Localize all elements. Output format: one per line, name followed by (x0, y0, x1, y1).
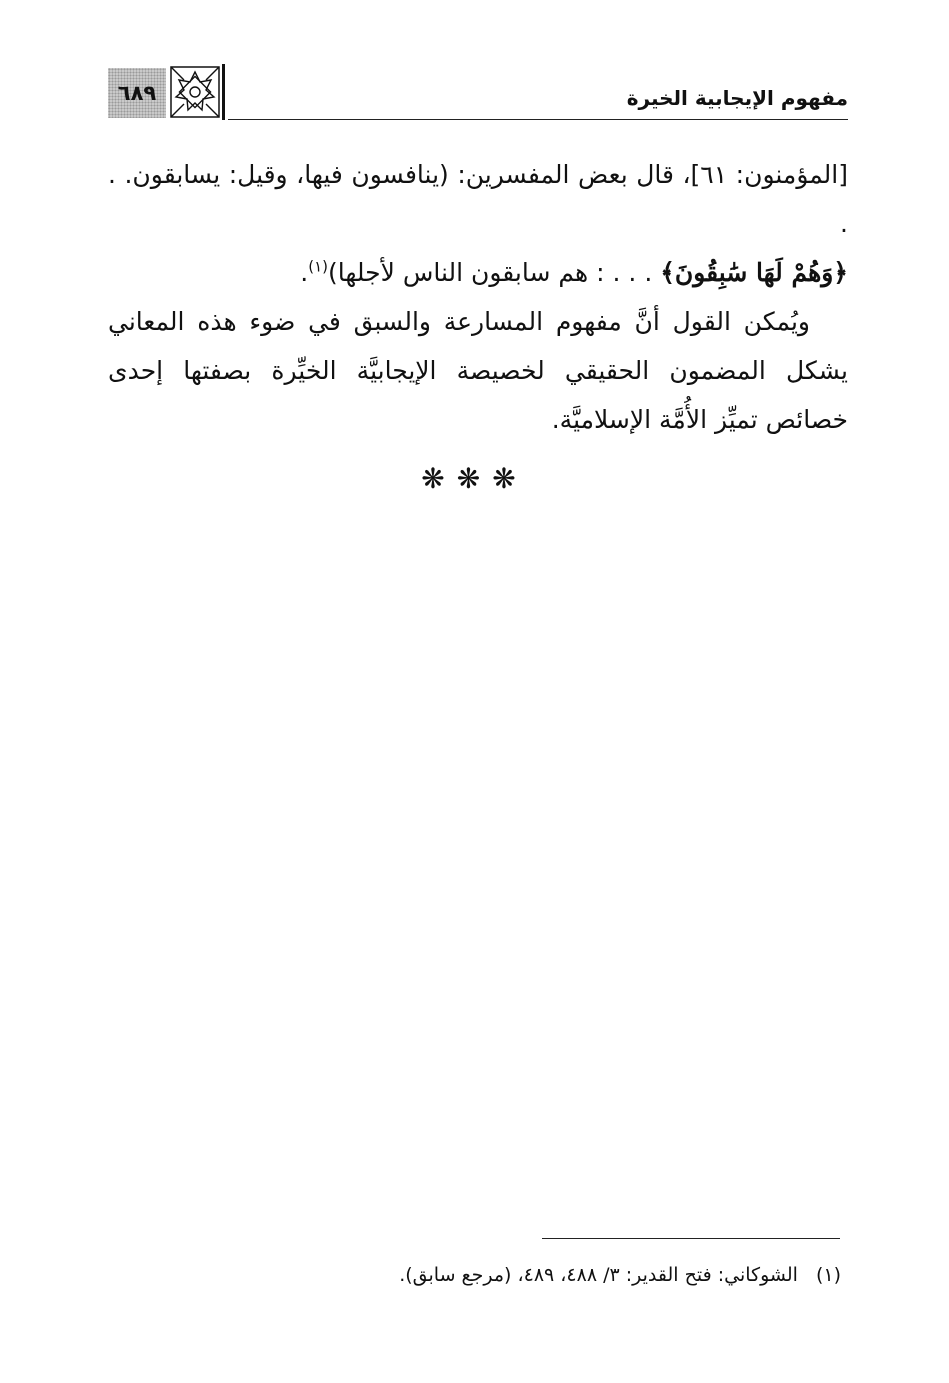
body-text (108, 150, 848, 444)
header-rule (228, 119, 848, 120)
footnote-reference[interactable]: (١) (308, 257, 328, 276)
footnote-text: الشوكاني: فتح القدير: ٣/ ٤٨٨، ٤٨٩، (مرجع سابق). (399, 1264, 798, 1286)
page-header (108, 64, 848, 124)
body-line-2-text: . . . : هم سابقون الناس لأجلها) (327, 258, 661, 287)
section-separator-asterisks: ❋❋❋ (421, 462, 528, 495)
ornament-divider-bar (222, 64, 225, 120)
quran-verse-fragment: ﴿وَهُمْ لَهَا سَٰبِقُونَ﴾ (660, 258, 848, 287)
footnote-rule (542, 1238, 840, 1239)
body-line-1 (108, 150, 848, 248)
footnote-1 (399, 1264, 841, 1286)
geometric-star-ornament-icon (170, 66, 220, 118)
footnote-number: (١) (815, 1264, 841, 1286)
page-number: ٦٨٩ (117, 81, 157, 105)
body-line-1-text: [المؤمنون: ٦١]، قال بعض المفسرين: (ينافسون فيها، وقيل: يسابقون. . . (108, 160, 849, 238)
body-line-2 (108, 248, 848, 297)
running-title: مفهوم الإيجابية الخيرة (626, 86, 848, 110)
paragraph-2: ويُمكن القول أنَّ مفهوم المسارعة والسبق في ضوء هذه المعاني يشكل المضمون الحقيقي لخصيصة الإيجابيَّة الخيِّرة بصفتها إحدى خصائص تميِّز الأُمَّة الإسلاميَّة. (108, 307, 848, 434)
body-line-2-end: . (300, 258, 309, 287)
page-number-box (108, 68, 166, 118)
